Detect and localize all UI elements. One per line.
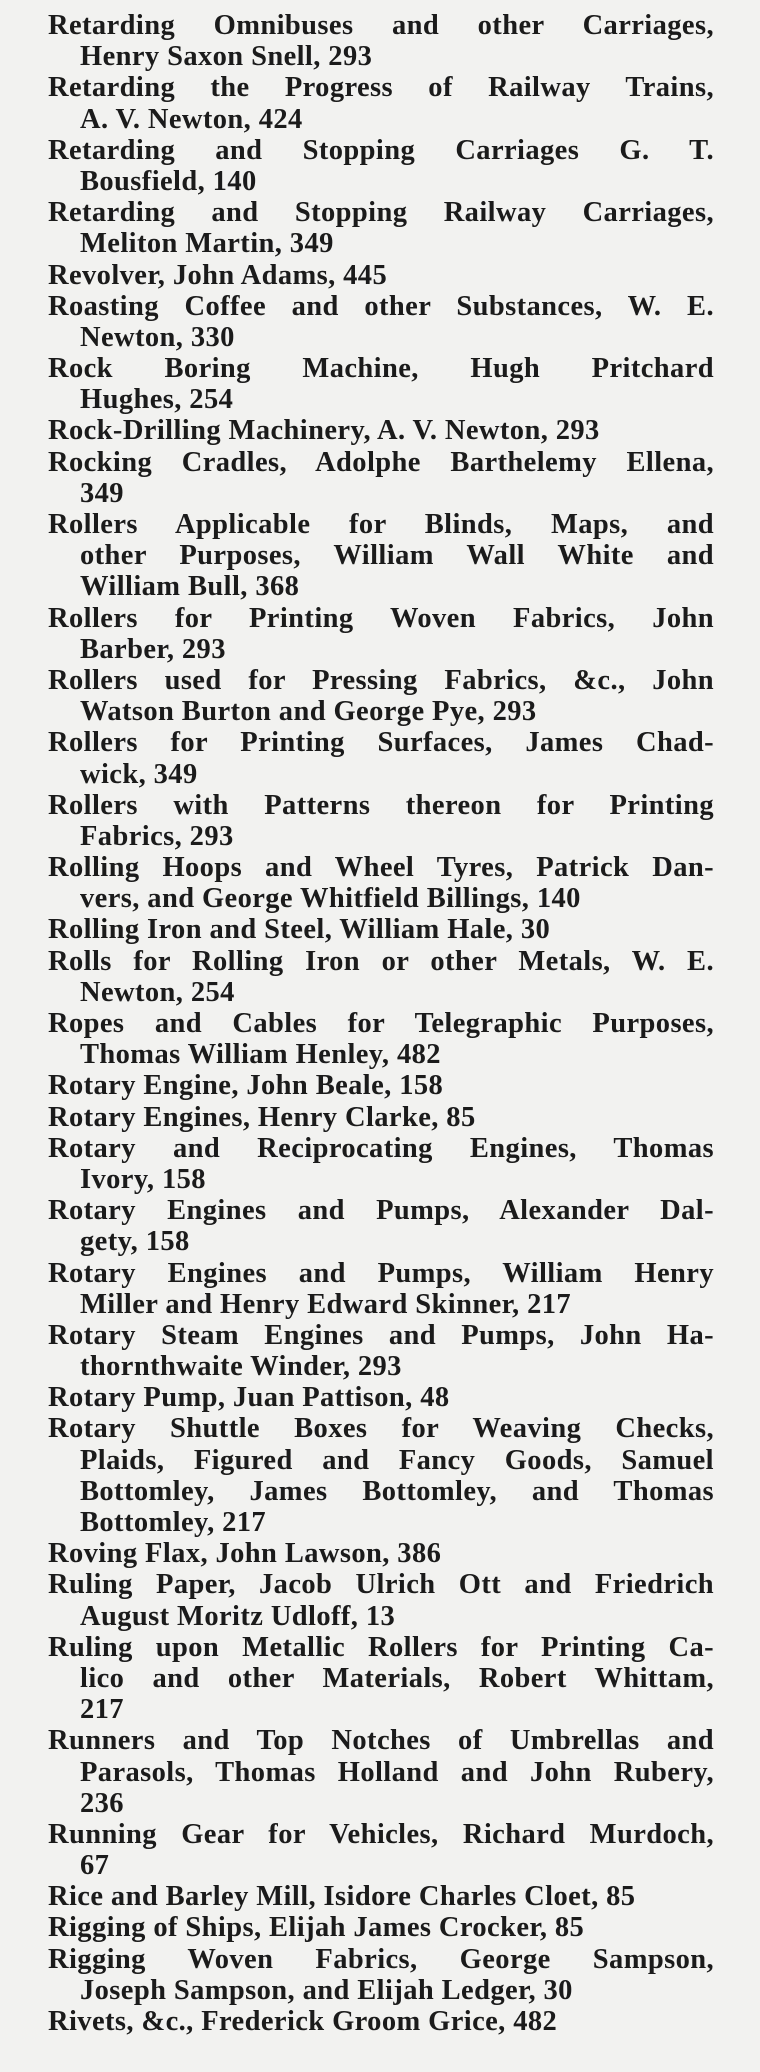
- index-entry: [48, 1632, 714, 1726]
- entry-continuation-line: vers, and George Whitfield Billings, 140: [80, 883, 581, 915]
- entry-continuation-line: gety, 158: [80, 1226, 190, 1258]
- index-entry: [48, 1725, 714, 1819]
- entry-line: Rotary Shuttle Boxes for Weaving Checks,: [48, 1413, 714, 1445]
- entry-continuation-line: 236: [80, 1787, 124, 1819]
- entry-line: Rotary Engines and Pumps, Alexander Dal-: [48, 1195, 714, 1227]
- entry-line: Roving Flax, John Lawson, 386: [48, 1538, 442, 1570]
- index-entry: [48, 197, 714, 259]
- index-entry: [48, 852, 714, 914]
- index-entry: [48, 603, 714, 665]
- entry-continuation-line: Bottomley, James Bottomley, and Thomas: [80, 1475, 714, 1507]
- entry-line: Ruling upon Metallic Rollers for Printing Ca-: [48, 1631, 714, 1663]
- index-entry: [48, 1881, 714, 1912]
- index-entry: [48, 1382, 714, 1413]
- entry-line: Rocking Cradles, Adolphe Barthelemy Ellena,: [48, 446, 714, 478]
- index-entry: [48, 10, 714, 72]
- index-entry: [48, 291, 714, 353]
- index-entry: [48, 135, 714, 197]
- entry-line: Rollers for Printing Surfaces, James Chad-: [48, 727, 714, 759]
- entry-continuation-line: 217: [80, 1694, 124, 1726]
- entry-continuation-line: thornthwaite Winder, 293: [80, 1351, 402, 1383]
- entry-line: Retarding and Stopping Railway Carriages,: [48, 197, 714, 229]
- entry-continuation-line: Ivory, 158: [80, 1163, 206, 1195]
- entry-line: Retarding and Stopping Carriages G. T.: [48, 134, 714, 166]
- entry-continuation-line: Newton, 254: [80, 976, 235, 1008]
- entry-continuation-line: other Purposes, William Wall White and: [80, 540, 714, 572]
- index-entry: [48, 1944, 714, 2006]
- entry-line: Rotary Pump, Juan Pattison, 48: [48, 1382, 450, 1414]
- entry-continuation-line: William Bull, 368: [80, 571, 300, 603]
- index-entry: [48, 353, 714, 415]
- entry-continuation-line: Miller and Henry Edward Skinner, 217: [80, 1288, 572, 1320]
- entry-continuation-line: Newton, 330: [80, 321, 235, 353]
- entry-continuation-line: 349: [80, 477, 124, 509]
- entry-line: Roasting Coffee and other Substances, W. E.: [48, 290, 714, 322]
- index-entry: [48, 447, 714, 509]
- index-entry: [48, 914, 714, 945]
- entry-line: Rigging Woven Fabrics, George Sampson,: [48, 1943, 714, 1975]
- entry-line: Rolls for Rolling Iron or other Metals, W. E.: [48, 945, 714, 977]
- index-entry: [48, 1258, 714, 1320]
- entry-continuation-line: Barber, 293: [80, 633, 226, 665]
- entry-line: Rock Boring Machine, Hugh Pritchard: [48, 353, 714, 385]
- entry-line: Rock-Drilling Machinery, A. V. Newton, 293: [48, 415, 600, 447]
- index-entry: [48, 946, 714, 1008]
- entry-continuation-line: Bousfield, 140: [80, 165, 257, 197]
- entry-line: Rice and Barley Mill, Isidore Charles Cloet, 85: [48, 1881, 636, 1913]
- entry-line: Rotary Engine, John Beale, 158: [48, 1070, 444, 1102]
- index-entry: [48, 72, 714, 134]
- index-entry: [48, 1538, 714, 1569]
- entry-line: Ruling Paper, Jacob Ulrich Ott and Friedrich: [48, 1569, 714, 1601]
- entry-line: Retarding the Progress of Railway Trains,: [48, 72, 714, 104]
- entry-continuation-line: Joseph Sampson, and Elijah Ledger, 30: [80, 1974, 573, 2006]
- entry-continuation-line: Watson Burton and George Pye, 293: [80, 696, 537, 728]
- entry-line: Rotary Steam Engines and Pumps, John Ha-: [48, 1319, 714, 1351]
- index-entry: [48, 1819, 714, 1881]
- index-entry: [48, 1413, 714, 1538]
- index-entry: [48, 415, 714, 446]
- index-entry: [48, 1569, 714, 1631]
- entry-line: Runners and Top Notches of Umbrellas and: [48, 1725, 714, 1757]
- index-entry: [48, 2006, 714, 2037]
- index-entry: [48, 665, 714, 727]
- index-entry: [48, 1320, 714, 1382]
- entry-continuation-line: Parasols, Thomas Holland and John Rubery,: [80, 1756, 714, 1788]
- entry-continuation-line: Plaids, Figured and Fancy Goods, Samuel: [80, 1444, 714, 1476]
- entry-continuation-line: Bottomley, 217: [80, 1507, 267, 1538]
- entry-continuation-line: Hughes, 254: [80, 384, 234, 416]
- index-entry: [48, 1133, 714, 1195]
- entry-continuation-line: Thomas William Henley, 482: [80, 1039, 441, 1071]
- index-entry: [48, 1070, 714, 1101]
- entry-line: Rotary Engines, Henry Clarke, 85: [48, 1101, 476, 1133]
- index-entry: [48, 1912, 714, 1943]
- index-entry: [48, 1008, 714, 1070]
- entry-line: Rolling Iron and Steel, William Hale, 30: [48, 914, 551, 946]
- entry-line: Rivets, &c., Frederick Groom Grice, 482: [48, 2006, 558, 2037]
- index-entry: [48, 1102, 714, 1133]
- entry-line: Revolver, John Adams, 445: [48, 259, 388, 291]
- entry-line: Ropes and Cables for Telegraphic Purposes,: [48, 1008, 714, 1039]
- entry-line: Rigging of Ships, Elijah James Crocker, 85: [48, 1912, 585, 1944]
- entry-line: Rotary Engines and Pumps, William Henry: [48, 1257, 714, 1289]
- entry-continuation-line: wick, 349: [80, 758, 198, 790]
- index-entry: [48, 1195, 714, 1257]
- entry-line: Rotary and Reciprocating Engines, Thomas: [48, 1132, 714, 1164]
- index-entry: [48, 790, 714, 852]
- entry-line: Rolling Hoops and Wheel Tyres, Patrick Dan-: [48, 852, 714, 884]
- index-entry: [48, 260, 714, 291]
- entry-line: Retarding Omnibuses and other Carriages,: [48, 10, 714, 41]
- entry-line: Rollers for Printing Woven Fabrics, John: [48, 602, 714, 634]
- index-entry: [48, 727, 714, 789]
- entry-line: Running Gear for Vehicles, Richard Murdoch,: [48, 1818, 714, 1850]
- entry-continuation-line: Meliton Martin, 349: [80, 228, 334, 260]
- entry-continuation-line: Fabrics, 293: [80, 820, 234, 852]
- entry-continuation-line: lico and other Materials, Robert Whittam,: [80, 1662, 714, 1694]
- entry-line: Rollers Applicable for Blinds, Maps, and: [48, 509, 714, 540]
- entry-line: Rollers with Patterns thereon for Printing: [48, 789, 714, 821]
- entry-continuation-line: A. V. Newton, 424: [80, 103, 303, 135]
- entry-continuation-line: 67: [80, 1850, 110, 1882]
- entry-continuation-line: August Moritz Udloff, 13: [80, 1600, 396, 1632]
- index-entry: [48, 509, 714, 603]
- entry-continuation-line: Henry Saxon Snell, 293: [80, 41, 373, 73]
- entry-line: Rollers used for Pressing Fabrics, &c., John: [48, 664, 714, 696]
